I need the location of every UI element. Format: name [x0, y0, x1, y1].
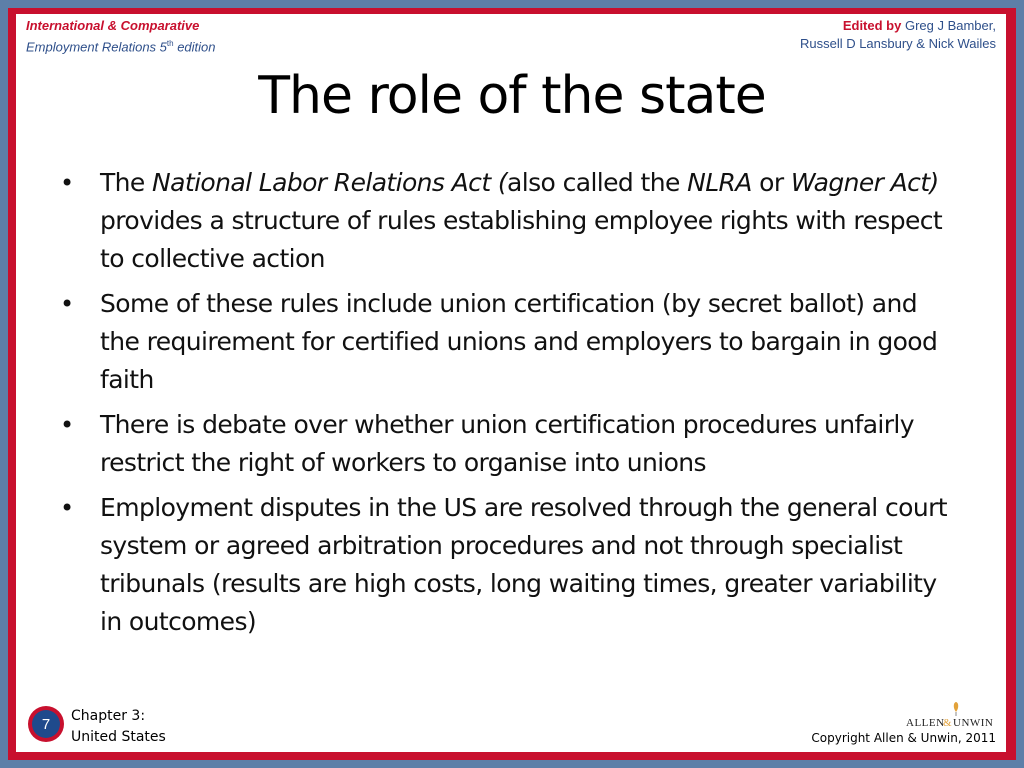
bullet-item — [56, 406, 956, 482]
svg-text:ALLEN: ALLEN — [906, 717, 945, 729]
page-number: 7 — [32, 710, 60, 738]
bullet-text: There is debate over whether union certification procedures unfairly restrict the right of workers to organise into unions — [100, 410, 914, 477]
bullet-icon: • — [60, 290, 74, 318]
book-title-header — [26, 17, 216, 56]
book-title-line2: Employment Relations 5th edition — [26, 39, 216, 55]
editors-header — [800, 17, 996, 53]
bullet-icon: • — [60, 494, 74, 522]
bullet-item — [56, 489, 956, 641]
chapter-label: Chapter 3: United States — [71, 708, 166, 745]
bullet-icon: • — [60, 169, 74, 197]
bullet-item — [56, 285, 956, 399]
slide-title: The role of the state — [258, 66, 766, 126]
bullet-item: • The National Labor Relations Act (also called the NLRA or Wagner Act) provides a structure of rules establishing employee rights with respect to collective action — [56, 164, 956, 278]
bullet-text: Employment disputes in the US are resolved through the general court system or agreed arbitration procedures and not through specialist tribunals (results are high costs, long waiting times, greater variability in outcomes) — [100, 493, 947, 636]
bullet-icon: • — [60, 411, 74, 439]
book-title-line1: International & Comparative — [26, 18, 200, 33]
copyright-text: Copyright Allen & Unwin, 2011 — [811, 731, 996, 745]
editors-line1: Edited by Greg J Bamber, — [842, 18, 996, 33]
svg-text:&: & — [943, 717, 952, 729]
bullet-text: Some of these rules include union certification (by secret ballot) and the requirement for certified unions and employers to bargain in good faith — [100, 289, 938, 394]
bullet-list — [56, 164, 956, 648]
edition-superscript: th — [166, 39, 174, 48]
publisher-logo — [896, 700, 996, 730]
editors-line2: Russell D Lansbury & Nick Wailes — [799, 36, 996, 51]
svg-text:UNWIN: UNWIN — [953, 717, 994, 729]
page-number-badge — [28, 706, 64, 742]
